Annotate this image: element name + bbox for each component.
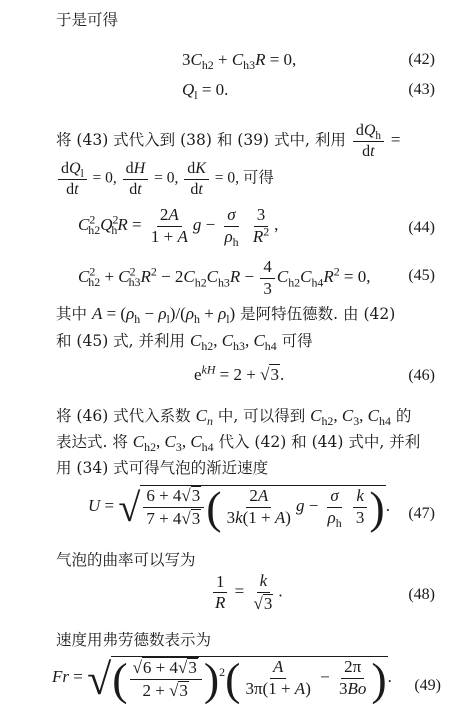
paragraph-2-line-1: 其中 $A = (\rho_h - \rho_l)/(\rho_h + \rho_l)$ 是阿特伍德数. 由 (42) xyxy=(56,304,396,327)
paragraph-1-line-1: 将 (43) 式代入到 (38) 和 (39) 式中, 利用 $\frac{dQ_h}{dt}$ = xyxy=(56,122,401,160)
equation-43: $Q_l = 0$. xyxy=(182,80,229,103)
paragraph-4: 气泡的曲率可以写为 xyxy=(56,551,196,569)
equation-number-49: (49) xyxy=(414,677,441,694)
equation-number-43: (43) xyxy=(408,81,435,98)
equation-number-48: (48) xyxy=(408,586,435,603)
equation-number-42: (42) xyxy=(408,51,435,68)
equation-49: Fr = √( $\frac{√6 + 4√3}{2 + √3}$ )$^2$( $\frac{A}{3\pi(1 + A)}$ − $\frac{2\pi}{3Bo}$ ). xyxy=(52,653,392,705)
equation-number-46: (46) xyxy=(408,367,435,384)
equation-44: $C^2_{h2}Q^2_hR$ = $\frac{2A}{1 + A}$ g − $\frac{\sigma}{\rho_h}$ $\frac{3}{R^2}$ , xyxy=(78,205,279,249)
equation-42: $3C_{h2} + C_{h3}R = 0$, xyxy=(182,50,297,73)
equation-45: $C^2_{h2} + C^2_{h3}R^2 - 2C_{h2}C_{h3}R$ − $\frac{4}{3}$ $C_{h2}C_{h4}R^2 = 0$, xyxy=(78,257,371,298)
paragraph-3-line-3: 用 (34) 式可得气泡的渐近速度 xyxy=(56,459,269,477)
paragraph-5: 速度用弗劳德数表示为 xyxy=(56,631,212,649)
intro-text: 于是可得 xyxy=(56,11,119,29)
equation-48: $\frac{1}{R}$ = $\frac{k}{√3}$ . xyxy=(210,572,283,613)
paragraph-2-line-2: 和 (45) 式, 并利用 $C_{h2}$, $C_{h3}$, $C_{h4}$ 可得 xyxy=(56,331,313,354)
paragraph-1-line-2: $\frac{dQ_l}{dt}$ = 0, $\frac{dH}{dt}$ = 0, $\frac{dK}{dt}$ = 0, 可得 xyxy=(56,160,274,198)
paragraph-3-line-2: 表达式. 将 $C_{h2}$, $C_3$, $C_{h4}$ 代入 (42) 和 (44) 式中, 并利 xyxy=(56,432,421,455)
equation-number-47: (47) xyxy=(408,505,435,522)
equation-number-44: (44) xyxy=(408,219,435,236)
equation-47: U = √ $\frac{6 + 4√3}{7 + 4√3}$ ( $\frac{2A}{3k(1 + A)}$ g − $\frac{\sigma}{\rho_h}$ $\frac{k}{3}$ ). xyxy=(88,482,390,534)
equation-46: $e^{kH} = 2 + √3$. xyxy=(194,362,285,384)
paragraph-3-line-1: 将 (46) 式代入系数 $C_n$ 中, 可以得到 $C_{h2}$, $C_3$, $C_{h4}$ 的 xyxy=(56,406,412,429)
equation-number-45: (45) xyxy=(408,267,435,284)
